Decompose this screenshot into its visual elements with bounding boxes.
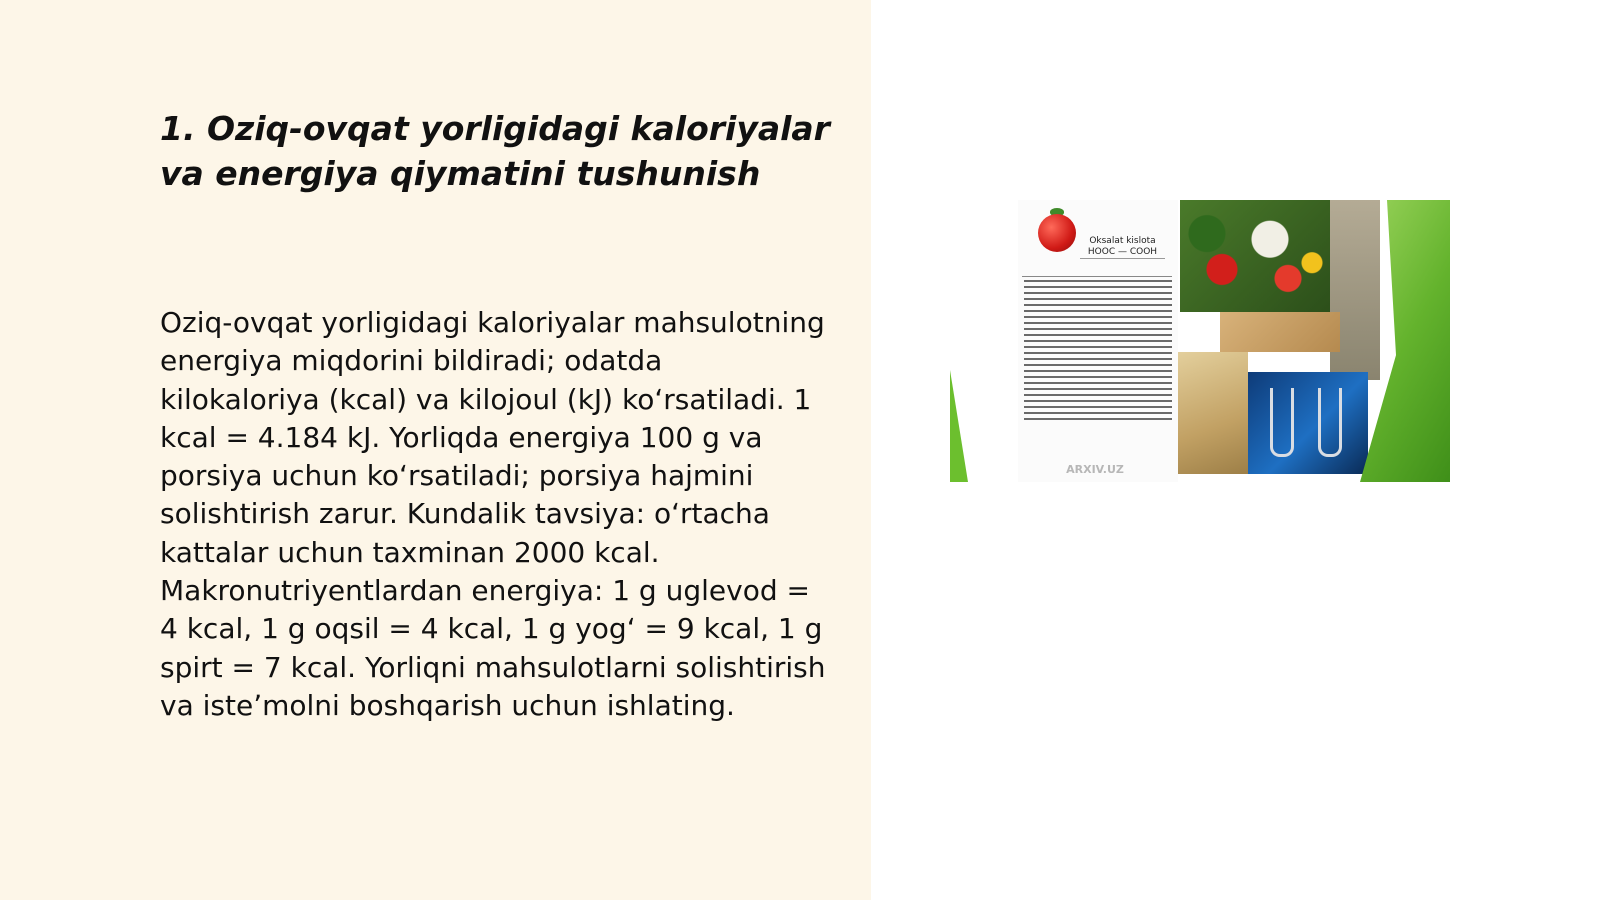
wire-icon <box>1270 388 1294 457</box>
photo-heating-element <box>1248 372 1368 474</box>
photo-gray <box>1330 200 1380 380</box>
figure-heading: Oksalat kislota HOOC — COOH <box>1080 236 1165 259</box>
figure-divider <box>1022 276 1172 277</box>
figure-watermark: ARXIV.UZ <box>1066 463 1124 476</box>
slide-image <box>950 200 1450 482</box>
green-triangle-decoration <box>950 370 968 482</box>
figure-text-lines <box>1024 280 1172 420</box>
slide-body: Oziq-ovqat yorligidagi kaloriyalar mahsulotning energiya miqdorini bildiradi; odatda kilokaloriya (kcal) va kilojoul (kJ) koʻrsatiladi. 1 kcal = 4.184 kJ. Yorliqda energiya 100 g va porsiya uchun koʻrsatiladi; porsiya hajmini solishtirish zarur. Kundalik tavsiya: oʻrtacha kattalar uchun taxminan 2000 kcal. Makronutriyentlardan energiya: 1 g uglevod = 4 kcal, 1 g oqsil = 4 kcal, 1 g yogʻ = 9 kcal, 1 g spirt = 7 kcal. Yorliqni mahsulotlarni solishtirish va isteʼmolni boshqarish uchun ishlating. <box>160 306 826 722</box>
wire-icon <box>1318 388 1342 457</box>
photo-bread <box>1220 312 1340 352</box>
photo-vegetables <box>1180 200 1330 312</box>
photo-wheat <box>1178 352 1248 474</box>
tomato-icon <box>1038 214 1076 252</box>
slide-title: 1. Oziq-ovqat yorligidagi kaloriyalar va energiya qiymatini tushunish <box>160 109 830 193</box>
